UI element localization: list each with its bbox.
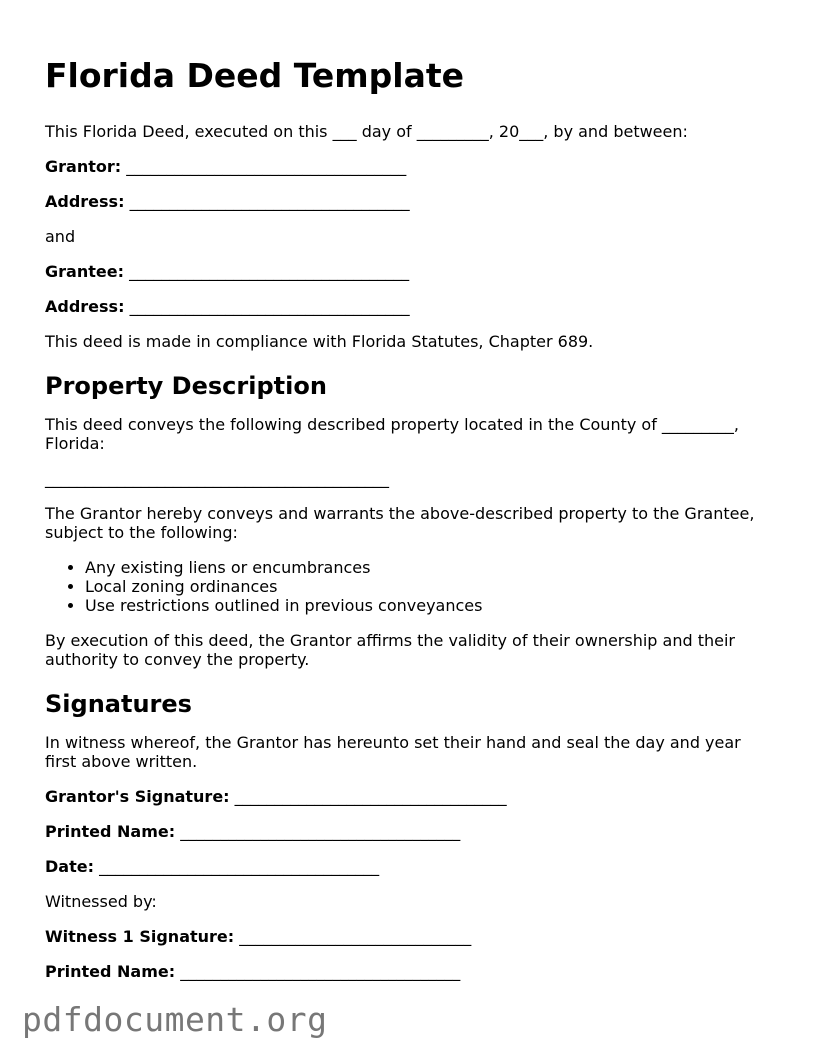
grantor-signature-line[interactable]: __________________________________	[234, 787, 507, 806]
witness1-signature-label: Witness 1 Signature:	[45, 927, 235, 946]
affirm-text: By execution of this deed, the Grantor affirms the validity of their ownership and their authority to convey the property.	[45, 631, 735, 669]
grantee-address-label: Address:	[45, 297, 125, 316]
and-text: and	[45, 227, 76, 246]
conditions-list	[45, 558, 775, 615]
compliance-text: This deed is made in compliance with Florida Statutes, Chapter 689.	[45, 332, 594, 351]
grantee-address-line[interactable]: ___________________________________	[129, 297, 410, 316]
list-item: • Local zoning ordinances	[85, 577, 775, 596]
grantor-address-field	[45, 192, 775, 211]
grantee-address-field	[45, 297, 775, 316]
watermark: pdfdocument.org	[22, 1000, 328, 1039]
printed-name-label: Printed Name:	[45, 822, 176, 841]
witness1-signature-field	[45, 927, 775, 946]
witnessed-by-text: Witnessed by:	[45, 892, 157, 911]
witness1-printed-name-line[interactable]: ___________________________________	[180, 962, 461, 981]
witness1-printed-name-field	[45, 962, 775, 981]
grantor-address-label: Address:	[45, 192, 125, 211]
printed-name-line[interactable]: ___________________________________	[180, 822, 461, 841]
date-line[interactable]: ___________________________________	[99, 857, 380, 876]
grantee-label: Grantee:	[45, 262, 124, 281]
signatures-heading: Signatures	[45, 690, 192, 718]
grantor-signature-field	[45, 787, 775, 806]
intro-text: This Florida Deed, executed on this ___ day of _________, 20___, by and between:	[45, 122, 688, 141]
convey-text: The Grantor hereby conveys and warrants the above-described property to the Grantee, subject to the following:	[45, 504, 755, 542]
property-heading: Property Description	[45, 372, 327, 400]
page-title: Florida Deed Template	[45, 56, 465, 95]
grantee-line[interactable]: ___________________________________	[129, 262, 410, 281]
witness-text: In witness whereof, the Grantor has hereunto set their hand and seal the day and year first above written.	[45, 733, 741, 771]
grantee-field	[45, 262, 775, 281]
grantor-address-line[interactable]: ___________________________________	[129, 192, 410, 211]
witness1-printed-name-label: Printed Name:	[45, 962, 176, 981]
grantor-label: Grantor:	[45, 157, 122, 176]
property-line[interactable]: ___________________________________________	[45, 469, 389, 488]
date-label: Date:	[45, 857, 94, 876]
grantor-signature-label: Grantor's Signature:	[45, 787, 230, 806]
printed-name-field	[45, 822, 775, 841]
witness1-signature-line[interactable]: _____________________________	[239, 927, 472, 946]
list-item: • Any existing liens or encumbrances	[85, 558, 775, 577]
date-field	[45, 857, 775, 876]
property-text: This deed conveys the following described property located in the County of _________, Florida:	[45, 415, 740, 453]
grantor-field	[45, 157, 775, 176]
list-item: • Use restrictions outlined in previous conveyances	[85, 596, 775, 615]
deed-document	[45, 56, 775, 981]
grantor-line[interactable]: ___________________________________	[126, 157, 407, 176]
